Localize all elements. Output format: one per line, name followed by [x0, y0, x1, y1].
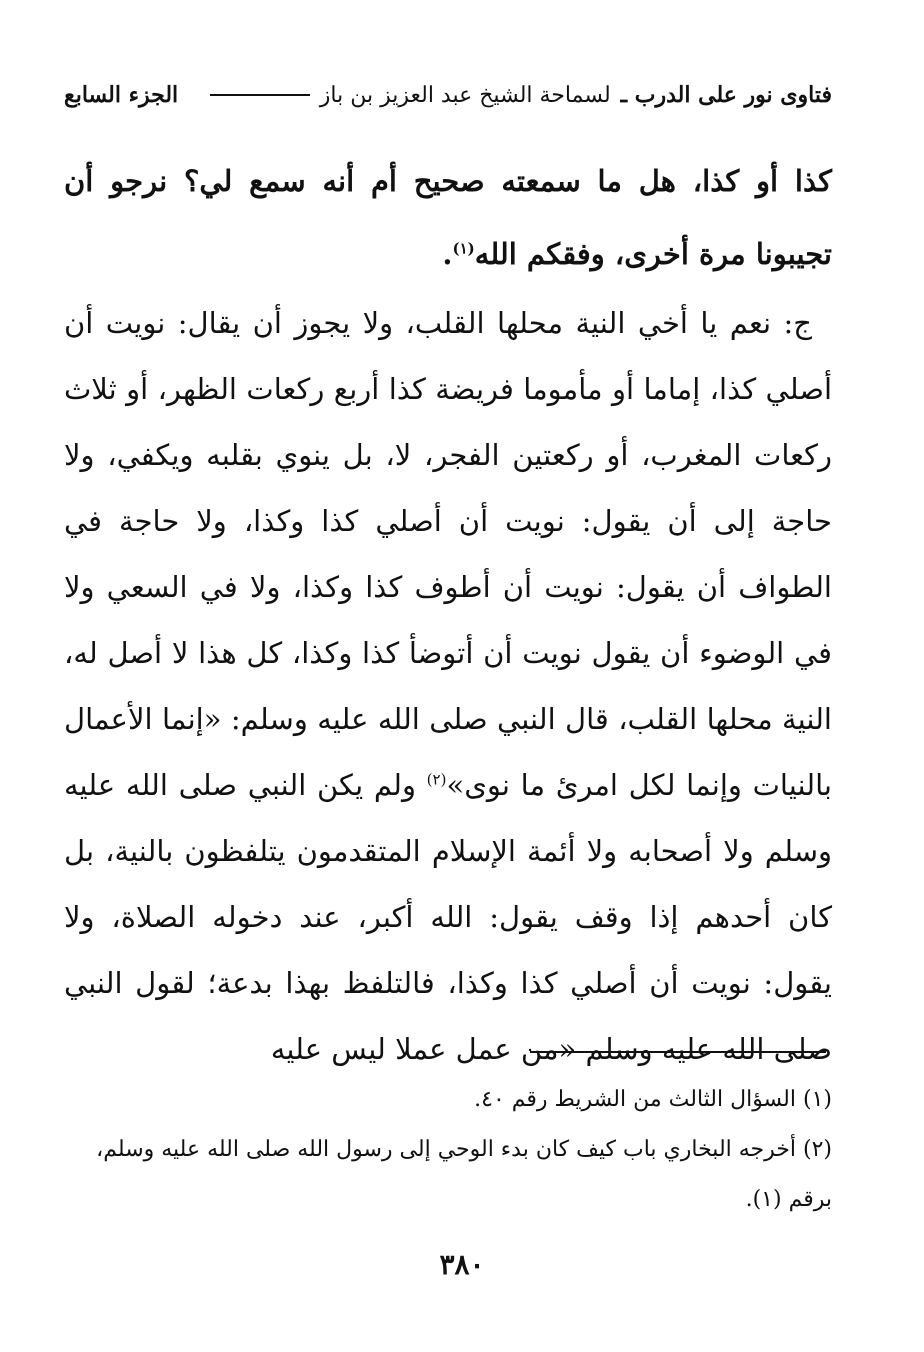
footnote-1: (١) السؤال الثالث من الشريط رقم ٤٠. [474, 1087, 832, 1112]
page-number: ٣٨٠ [439, 1248, 485, 1281]
author-name: لسماحة الشيخ عبد العزيز بن باز [319, 83, 611, 108]
volume-part: الجزء السابع [64, 82, 179, 108]
question-paragraph [64, 145, 832, 291]
footnote-ref-1: (١) [452, 239, 475, 258]
header-rule [210, 94, 310, 96]
answer-paragraph [64, 290, 832, 1082]
footnotes [64, 1075, 832, 1225]
book-title: فتاوى نور على الدرب ـ [620, 82, 832, 108]
answer-text-part-1: ج: نعم يا أخي النية محلها القلب، ولا يجوز أن يقال: نويت أن أصلي كذا، إماما أو مأموما فريضة كذا أربع ركعات الظهر، أو ثلاث ركعات المغرب، أو ركعتين الفجر، لا، بل ينوي بقلبه ويكفي، ولا حاجة إلى أن يقول: نويت أن أصلي كذا وكذا، ولا حاجة في الطواف أن يقول: نويت أن أطوف كذا وكذا، ولا في السعي ولا في الوضوء أن يقول نويت أن أتوضأ كذا وكذا، كل هذا لا أصل له، النية محلها القلب، قال النبي صلى الله عليه وسلم: «إنما الأعمال بالنيات وإنما لكل امرئ ما نوى» [64, 306, 832, 802]
running-header [64, 82, 832, 108]
question-end: . [442, 237, 453, 271]
question-text: كذا أو كذا، هل ما سمعته صحيح أم أنه سمع لي؟ نرجو أن تجيبونا مرة أخرى، وفقكم الله [64, 164, 832, 271]
footnote-ref-2: (٢) [426, 770, 447, 789]
footnote-2: (٢) أخرجه البخاري باب كيف كان بدء الوحي إلى رسول الله صلى الله عليه وسلم، برقم (١). [96, 1137, 832, 1212]
answer-text-part-2: ولم يكن النبي صلى الله عليه وسلم ولا أصحابه ولا أئمة الإسلام المتقدمون يتلفظون بالنية، بل كان أحدهم إذا وقف يقول: الله أكبر، عند دخوله الصلاة، ولا يقول: نويت أن أصلي كذا وكذا، فالتلفظ بهذا بدعة؛ لقول النبي صلى الله عليه وسلم «من عمل عملا ليس عليه [64, 768, 832, 1066]
footnote-separator [530, 1051, 826, 1053]
